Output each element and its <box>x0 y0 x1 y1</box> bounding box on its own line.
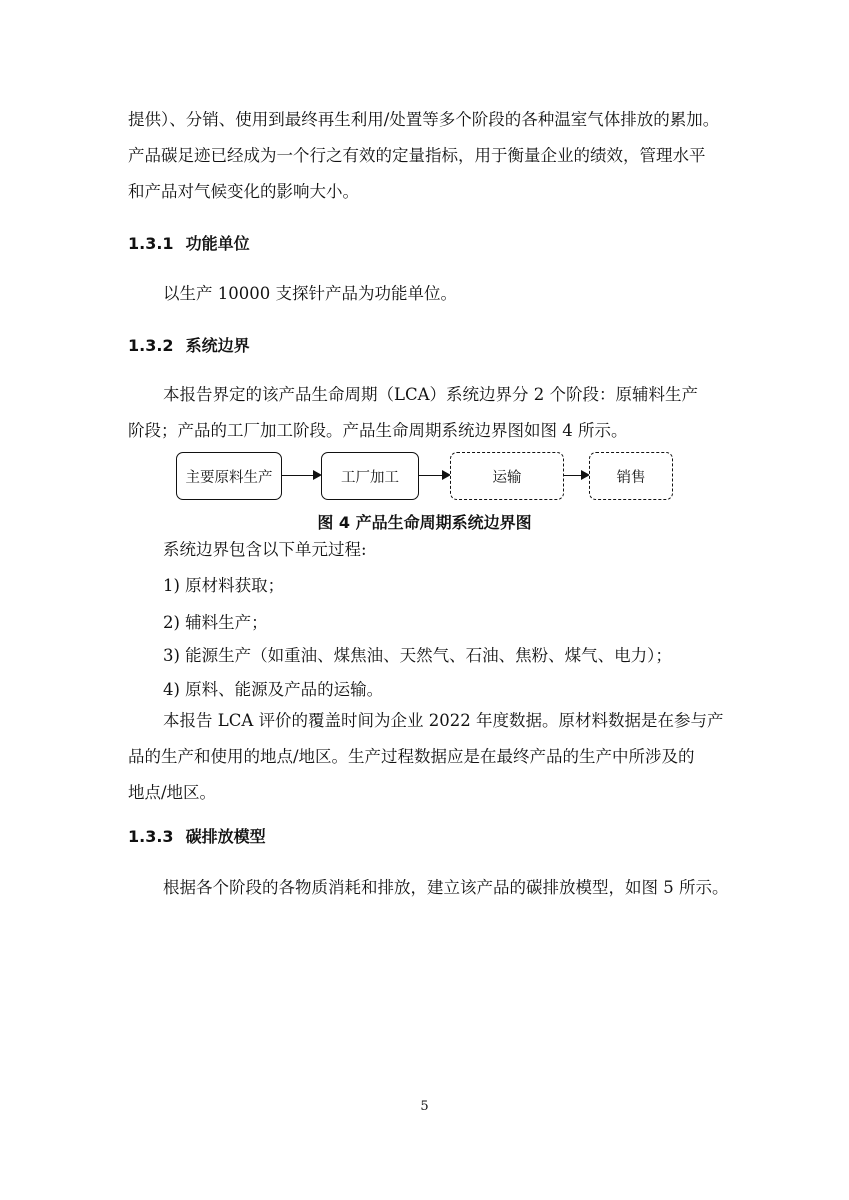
box-sales: 销售 <box>589 452 673 500</box>
intro-paragraph <box>128 102 728 210</box>
coverage-line-1: 本报告 LCA 评价的覆盖时间为企业 2022 年度数据。原材料数据是在参与产 <box>163 711 724 730</box>
boundary-line-2: 阶段；产品的工厂加工阶段。产品生命周期系统边界图如图 4 所示。 <box>128 421 628 440</box>
boundary-line-1: 本报告界定的该产品生命周期（LCA）系统边界分 2 个阶段：原辅料生产 <box>163 385 698 404</box>
box-transport: 运输 <box>450 452 564 500</box>
system-boundary-diagram <box>176 450 676 504</box>
arrow-1 <box>282 475 320 476</box>
arrow-2 <box>419 475 449 476</box>
intro-line-2: 产品碳足迹已经成为一个行之有效的定量指标，用于衡量企业的绩效，管理水平 <box>128 146 706 165</box>
intro-line-3: 和产品对气候变化的影响大小。 <box>128 182 359 201</box>
heading-number: 1.3.2 <box>128 336 174 355</box>
unit-item-2: 2) 辅料生产； <box>163 613 268 632</box>
carbon-model-text: 根据各个阶段的各物质消耗和排放，建立该产品的碳排放模型，如图 5 所示。 <box>163 878 729 897</box>
units-intro: 系统边界包含以下单元过程: <box>163 540 367 559</box>
heading-title: 系统边界 <box>185 336 250 355</box>
functional-unit-text: 以生产 10000 支探针产品为功能单位。 <box>163 284 457 303</box>
heading-title: 功能单位 <box>185 234 250 253</box>
unit-item-1: 1) 原材料获取； <box>163 576 285 595</box>
boundary-paragraph <box>128 377 728 449</box>
unit-item-3: 3) 能源生产（如重油、煤焦油、天然气、石油、焦粉、煤气、电力）； <box>163 646 672 665</box>
heading-number: 1.3.3 <box>128 827 174 846</box>
heading-1-3-3 <box>128 824 266 847</box>
box-raw-material-production: 主要原料生产 <box>176 452 282 500</box>
figure-4-caption: 图 4 产品生命周期系统边界图 <box>317 513 532 532</box>
coverage-line-2: 品的生产和使用的地点/地区。生产过程数据应是在最终产品的生产中所涉及的 <box>128 747 695 766</box>
coverage-paragraph <box>128 703 728 811</box>
heading-1-3-2 <box>128 333 250 356</box>
heading-title: 碳排放模型 <box>185 827 266 846</box>
intro-line-1: 提供）、分销、使用到最终再生利用/处置等多个阶段的各种温室气体排放的累加。 <box>128 110 720 129</box>
heading-number: 1.3.1 <box>128 234 174 253</box>
arrow-3 <box>564 475 588 476</box>
box-factory-processing: 工厂加工 <box>321 452 419 500</box>
heading-1-3-1 <box>128 231 250 254</box>
coverage-line-3: 地点/地区。 <box>128 783 217 802</box>
unit-item-4: 4) 原料、能源及产品的运输。 <box>163 680 384 699</box>
page-number: 5 <box>420 1099 429 1114</box>
